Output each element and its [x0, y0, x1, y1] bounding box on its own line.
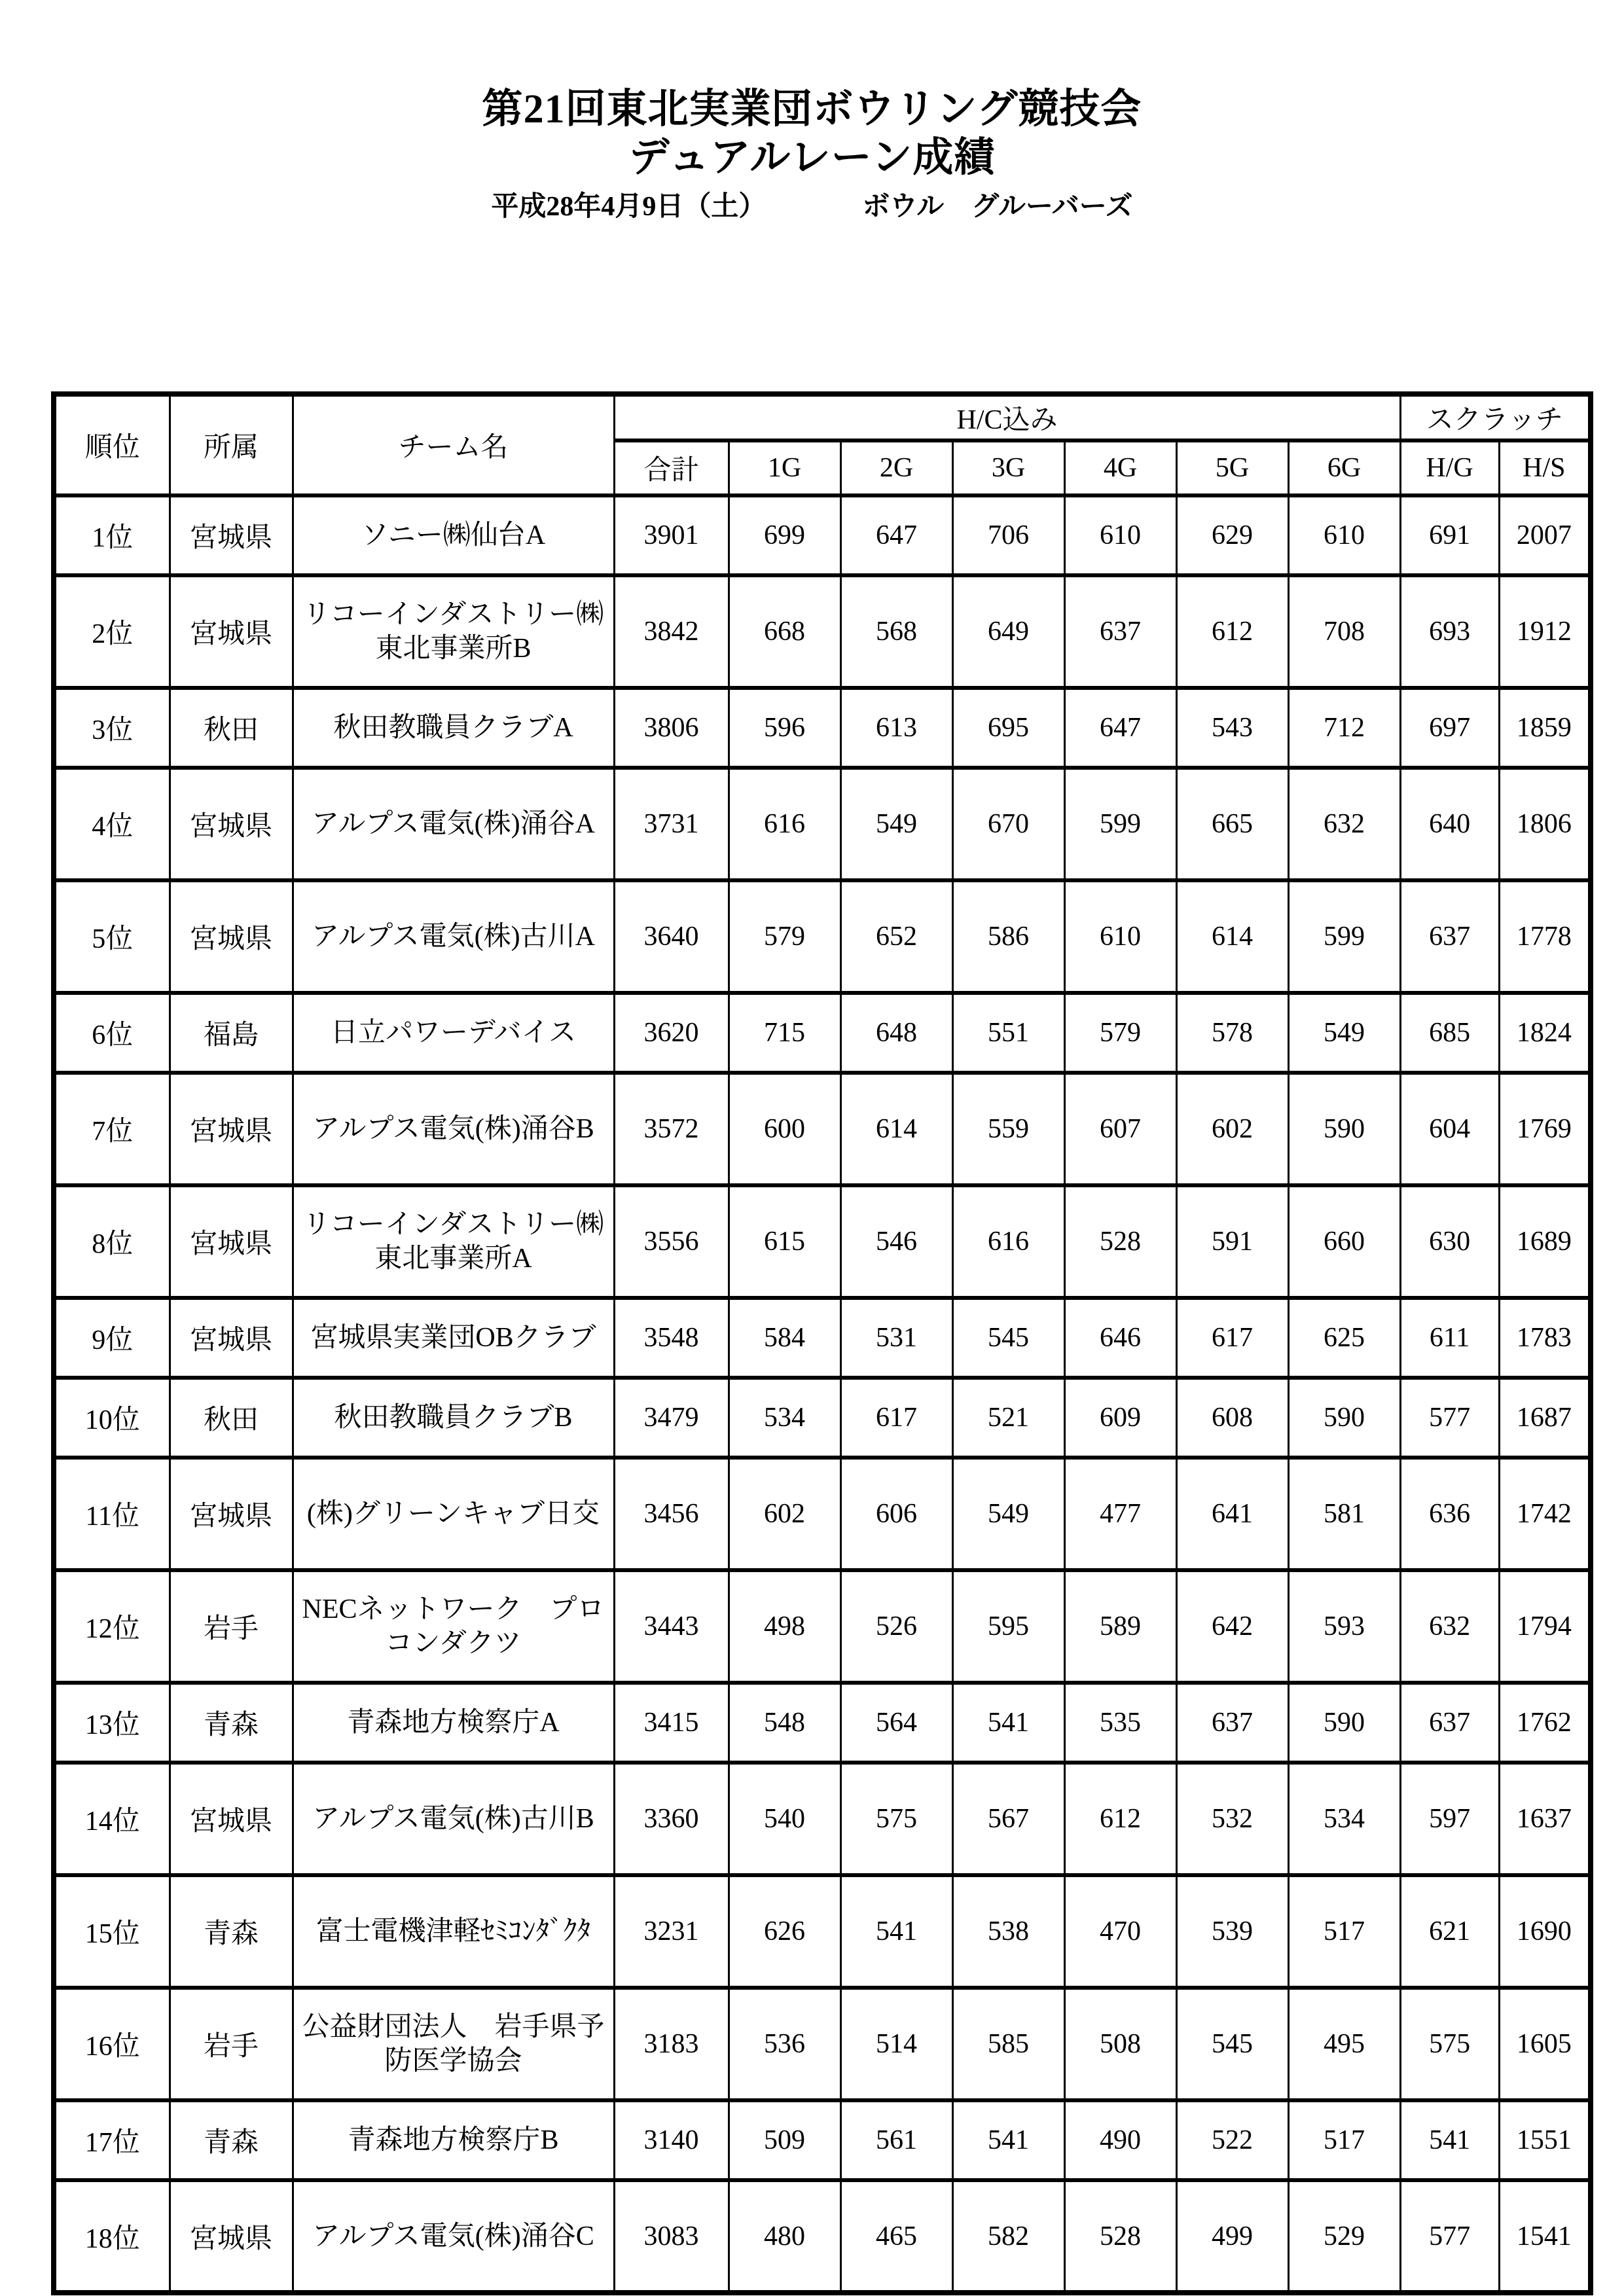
total-cell: 3415 — [614, 1683, 729, 1763]
game6-cell: 660 — [1288, 1185, 1400, 1298]
game4-cell: 470 — [1064, 1875, 1176, 1988]
rank-cell: 6位 — [54, 993, 170, 1073]
high-series-cell: 1762 — [1499, 1683, 1591, 1763]
high-game-cell: 637 — [1400, 880, 1499, 993]
team-name-cell: (株)グリーンキャブ日交 — [293, 1458, 614, 1570]
total-cell: 3140 — [614, 2100, 729, 2180]
table-row — [54, 1298, 1591, 1378]
table-row — [54, 880, 1591, 993]
game1-cell: 579 — [729, 880, 840, 993]
total-cell: 3443 — [614, 1570, 729, 1683]
results-table-body — [54, 495, 1591, 2293]
affiliation-cell: 秋田 — [170, 1378, 293, 1458]
high-game-cell: 630 — [1400, 1185, 1499, 1298]
game4-cell: 610 — [1064, 880, 1176, 993]
high-game-cell: 640 — [1400, 768, 1499, 880]
header-team-name: チーム名 — [293, 394, 614, 495]
game1-cell: 600 — [729, 1073, 840, 1185]
high-game-cell: 577 — [1400, 1378, 1499, 1458]
rank-cell: 12位 — [54, 1570, 170, 1683]
header-group-handicap: H/C込み — [614, 394, 1400, 440]
total-cell: 3548 — [614, 1298, 729, 1378]
affiliation-cell: 秋田 — [170, 688, 293, 768]
high-game-cell: 611 — [1400, 1298, 1499, 1378]
total-cell: 3360 — [614, 1763, 729, 1875]
game4-cell: 589 — [1064, 1570, 1176, 1683]
game1-cell: 616 — [729, 768, 840, 880]
total-cell: 3842 — [614, 575, 729, 688]
team-name-cell: アルプス電気(株)古川A — [293, 880, 614, 993]
game3-cell: 616 — [952, 1185, 1064, 1298]
game2-cell: 647 — [840, 495, 952, 575]
total-cell: 3456 — [614, 1458, 729, 1570]
header-total: 合計 — [614, 440, 729, 495]
game5-cell: 642 — [1176, 1570, 1288, 1683]
game6-cell: 625 — [1288, 1298, 1400, 1378]
table-row — [54, 575, 1591, 688]
event-date-venue: 平成28年4月9日（土） ボウル グルーバーズ — [491, 191, 1133, 222]
game5-cell: 499 — [1176, 2180, 1288, 2293]
table-row — [54, 495, 1591, 575]
game3-cell: 559 — [952, 1073, 1064, 1185]
game1-cell: 509 — [729, 2100, 840, 2180]
game2-cell: 564 — [840, 1683, 952, 1763]
affiliation-cell: 青森 — [170, 1683, 293, 1763]
game2-cell: 546 — [840, 1185, 952, 1298]
high-series-cell: 1912 — [1499, 575, 1591, 688]
game4-cell: 490 — [1064, 2100, 1176, 2180]
game2-cell: 613 — [840, 688, 952, 768]
table-row — [54, 1875, 1591, 1988]
game5-cell: 637 — [1176, 1683, 1288, 1763]
game2-cell: 526 — [840, 1570, 952, 1683]
game2-cell: 575 — [840, 1763, 952, 1875]
game5-cell: 641 — [1176, 1458, 1288, 1570]
total-cell: 3806 — [614, 688, 729, 768]
game4-cell: 607 — [1064, 1073, 1176, 1185]
total-cell: 3183 — [614, 1988, 729, 2100]
game2-cell: 531 — [840, 1298, 952, 1378]
game6-cell: 517 — [1288, 2100, 1400, 2180]
game5-cell: 612 — [1176, 575, 1288, 688]
game2-cell: 606 — [840, 1458, 952, 1570]
game3-cell: 695 — [952, 688, 1064, 768]
table-row — [54, 1988, 1591, 2100]
game6-cell: 495 — [1288, 1988, 1400, 2100]
high-series-cell: 1806 — [1499, 768, 1591, 880]
header-high-series: H/S — [1499, 440, 1591, 495]
affiliation-cell: 宮城県 — [170, 1458, 293, 1570]
affiliation-cell: 宮城県 — [170, 1298, 293, 1378]
game5-cell: 522 — [1176, 2100, 1288, 2180]
game3-cell: 595 — [952, 1570, 1064, 1683]
table-row — [54, 993, 1591, 1073]
game4-cell: 599 — [1064, 768, 1176, 880]
game6-cell: 610 — [1288, 495, 1400, 575]
high-game-cell: 637 — [1400, 1683, 1499, 1763]
high-game-cell: 541 — [1400, 2100, 1499, 2180]
team-name-cell: 宮城県実業団OBクラブ — [293, 1298, 614, 1378]
high-series-cell: 1690 — [1499, 1875, 1591, 1988]
game4-cell: 528 — [1064, 2180, 1176, 2293]
header-high-game: H/G — [1400, 440, 1499, 495]
game1-cell: 480 — [729, 2180, 840, 2293]
total-cell: 3231 — [614, 1875, 729, 1988]
high-series-cell: 1742 — [1499, 1458, 1591, 1570]
high-series-cell: 1689 — [1499, 1185, 1591, 1298]
game6-cell: 590 — [1288, 1073, 1400, 1185]
high-series-cell: 1778 — [1499, 880, 1591, 993]
header-affiliation: 所属 — [170, 394, 293, 495]
affiliation-cell: 宮城県 — [170, 880, 293, 993]
team-name-cell: 秋田教職員クラブB — [293, 1378, 614, 1458]
team-name-cell: アルプス電気(株)涌谷C — [293, 2180, 614, 2293]
game5-cell: 543 — [1176, 688, 1288, 768]
header-game6: 6G — [1288, 440, 1400, 495]
affiliation-cell: 宮城県 — [170, 1185, 293, 1298]
header-group-scratch: スクラッチ — [1400, 394, 1591, 440]
affiliation-cell: 福島 — [170, 993, 293, 1073]
game1-cell: 534 — [729, 1378, 840, 1458]
game5-cell: 629 — [1176, 495, 1288, 575]
game6-cell: 593 — [1288, 1570, 1400, 1683]
header-group-row — [54, 394, 1591, 440]
total-cell: 3620 — [614, 993, 729, 1073]
affiliation-cell: 宮城県 — [170, 495, 293, 575]
affiliation-cell: 宮城県 — [170, 1763, 293, 1875]
game2-cell: 617 — [840, 1378, 952, 1458]
game1-cell: 548 — [729, 1683, 840, 1763]
total-cell: 3572 — [614, 1073, 729, 1185]
high-game-cell: 693 — [1400, 575, 1499, 688]
game2-cell: 549 — [840, 768, 952, 880]
game2-cell: 648 — [840, 993, 952, 1073]
game1-cell: 615 — [729, 1185, 840, 1298]
high-series-cell: 1541 — [1499, 2180, 1591, 2293]
table-row — [54, 1378, 1591, 1458]
table-row — [54, 1570, 1591, 1683]
affiliation-cell: 宮城県 — [170, 1073, 293, 1185]
game3-cell: 670 — [952, 768, 1064, 880]
game5-cell: 545 — [1176, 1988, 1288, 2100]
game6-cell: 599 — [1288, 880, 1400, 993]
game2-cell: 514 — [840, 1988, 952, 2100]
game1-cell: 540 — [729, 1763, 840, 1875]
affiliation-cell: 青森 — [170, 2100, 293, 2180]
team-name-cell: アルプス電気(株)涌谷A — [293, 768, 614, 880]
game4-cell: 637 — [1064, 575, 1176, 688]
game6-cell: 581 — [1288, 1458, 1400, 1570]
team-name-cell: アルプス電気(株)涌谷B — [293, 1073, 614, 1185]
game5-cell: 591 — [1176, 1185, 1288, 1298]
game4-cell: 508 — [1064, 1988, 1176, 2100]
rank-cell: 2位 — [54, 575, 170, 688]
high-game-cell: 597 — [1400, 1763, 1499, 1875]
team-name-cell: 青森地方検察庁B — [293, 2100, 614, 2180]
table-row — [54, 1683, 1591, 1763]
rank-cell: 7位 — [54, 1073, 170, 1185]
team-name-cell: リコーインダストリー㈱東北事業所A — [293, 1185, 614, 1298]
game3-cell: 549 — [952, 1458, 1064, 1570]
header-game1: 1G — [729, 440, 840, 495]
affiliation-cell: 宮城県 — [170, 2180, 293, 2293]
game4-cell: 528 — [1064, 1185, 1176, 1298]
game1-cell: 602 — [729, 1458, 840, 1570]
table-row — [54, 1073, 1591, 1185]
total-cell: 3731 — [614, 768, 729, 880]
game3-cell: 541 — [952, 2100, 1064, 2180]
game5-cell: 578 — [1176, 993, 1288, 1073]
affiliation-cell: 青森 — [170, 1875, 293, 1988]
game4-cell: 612 — [1064, 1763, 1176, 1875]
affiliation-cell: 宮城県 — [170, 768, 293, 880]
game2-cell: 541 — [840, 1875, 952, 1988]
total-cell: 3083 — [614, 2180, 729, 2293]
team-name-cell: ソニー㈱仙台A — [293, 495, 614, 575]
table-row — [54, 1763, 1591, 1875]
table-row — [54, 688, 1591, 768]
game1-cell: 584 — [729, 1298, 840, 1378]
team-name-cell: 富士電機津軽ｾﾐｺﾝﾀﾞｸﾀ — [293, 1875, 614, 1988]
rank-cell: 16位 — [54, 1988, 170, 2100]
game4-cell: 647 — [1064, 688, 1176, 768]
game3-cell: 585 — [952, 1988, 1064, 2100]
table-row — [54, 1458, 1591, 1570]
game4-cell: 609 — [1064, 1378, 1176, 1458]
rank-cell: 9位 — [54, 1298, 170, 1378]
game6-cell: 590 — [1288, 1683, 1400, 1763]
high-game-cell: 691 — [1400, 495, 1499, 575]
rank-cell: 1位 — [54, 495, 170, 575]
game4-cell: 610 — [1064, 495, 1176, 575]
game1-cell: 626 — [729, 1875, 840, 1988]
header-game3: 3G — [952, 440, 1064, 495]
rank-cell: 5位 — [54, 880, 170, 993]
high-game-cell: 685 — [1400, 993, 1499, 1073]
high-series-cell: 1605 — [1499, 1988, 1591, 2100]
high-game-cell: 604 — [1400, 1073, 1499, 1185]
total-cell: 3640 — [614, 880, 729, 993]
rank-cell: 10位 — [54, 1378, 170, 1458]
game6-cell: 529 — [1288, 2180, 1400, 2293]
rank-cell: 18位 — [54, 2180, 170, 2293]
table-row — [54, 1185, 1591, 1298]
high-game-cell: 577 — [1400, 2180, 1499, 2293]
team-name-cell: アルプス電気(株)古川B — [293, 1763, 614, 1875]
game4-cell: 646 — [1064, 1298, 1176, 1378]
game5-cell: 665 — [1176, 768, 1288, 880]
game2-cell: 465 — [840, 2180, 952, 2293]
game3-cell: 541 — [952, 1683, 1064, 1763]
high-series-cell: 1769 — [1499, 1073, 1591, 1185]
game1-cell: 715 — [729, 993, 840, 1073]
high-series-cell: 1551 — [1499, 2100, 1591, 2180]
game5-cell: 614 — [1176, 880, 1288, 993]
game1-cell: 699 — [729, 495, 840, 575]
game4-cell: 535 — [1064, 1683, 1176, 1763]
game6-cell: 708 — [1288, 575, 1400, 688]
team-name-cell: 秋田教職員クラブA — [293, 688, 614, 768]
game3-cell: 567 — [952, 1763, 1064, 1875]
game2-cell: 614 — [840, 1073, 952, 1185]
affiliation-cell: 宮城県 — [170, 575, 293, 688]
rank-cell: 17位 — [54, 2100, 170, 2180]
game3-cell: 538 — [952, 1875, 1064, 1988]
results-table — [51, 391, 1593, 2295]
rank-cell: 3位 — [54, 688, 170, 768]
total-cell: 3901 — [614, 495, 729, 575]
page-title-line1: 第21回東北実業団ボウリング競技会 — [482, 87, 1142, 132]
game3-cell: 545 — [952, 1298, 1064, 1378]
team-name-cell: 公益財団法人 岩手県予防医学協会 — [293, 1988, 614, 2100]
high-game-cell: 636 — [1400, 1458, 1499, 1570]
rank-cell: 4位 — [54, 768, 170, 880]
team-name-cell: NECネットワーク プロコンダクツ — [293, 1570, 614, 1683]
table-row — [54, 768, 1591, 880]
high-game-cell: 697 — [1400, 688, 1499, 768]
title-block — [0, 85, 1624, 224]
page-title-line2: デュアルレーン成績 — [628, 135, 996, 181]
game3-cell: 586 — [952, 880, 1064, 993]
game2-cell: 561 — [840, 2100, 952, 2180]
team-name-cell: 日立パワーデバイス — [293, 993, 614, 1073]
game6-cell: 632 — [1288, 768, 1400, 880]
high-game-cell: 575 — [1400, 1988, 1499, 2100]
header-game4: 4G — [1064, 440, 1176, 495]
rank-cell: 13位 — [54, 1683, 170, 1763]
high-series-cell: 1859 — [1499, 688, 1591, 768]
game5-cell: 539 — [1176, 1875, 1288, 1988]
affiliation-cell: 岩手 — [170, 1988, 293, 2100]
game6-cell: 590 — [1288, 1378, 1400, 1458]
header-game2: 2G — [840, 440, 952, 495]
game3-cell: 551 — [952, 993, 1064, 1073]
game5-cell: 608 — [1176, 1378, 1288, 1458]
game1-cell: 596 — [729, 688, 840, 768]
game6-cell: 712 — [1288, 688, 1400, 768]
rank-cell: 14位 — [54, 1763, 170, 1875]
game5-cell: 532 — [1176, 1763, 1288, 1875]
header-game5: 5G — [1176, 440, 1288, 495]
high-series-cell: 1783 — [1499, 1298, 1591, 1378]
game6-cell: 534 — [1288, 1763, 1400, 1875]
high-series-cell: 1637 — [1499, 1763, 1591, 1875]
game3-cell: 582 — [952, 2180, 1064, 2293]
team-name-cell: リコーインダストリー㈱東北事業所B — [293, 575, 614, 688]
table-row — [54, 2100, 1591, 2180]
affiliation-cell: 岩手 — [170, 1570, 293, 1683]
high-series-cell: 2007 — [1499, 495, 1591, 575]
game3-cell: 706 — [952, 495, 1064, 575]
game1-cell: 536 — [729, 1988, 840, 2100]
high-game-cell: 632 — [1400, 1570, 1499, 1683]
rank-cell: 15位 — [54, 1875, 170, 1988]
game6-cell: 549 — [1288, 993, 1400, 1073]
high-series-cell: 1794 — [1499, 1570, 1591, 1683]
game5-cell: 602 — [1176, 1073, 1288, 1185]
game4-cell: 579 — [1064, 993, 1176, 1073]
high-series-cell: 1824 — [1499, 993, 1591, 1073]
game1-cell: 498 — [729, 1570, 840, 1683]
rank-cell: 11位 — [54, 1458, 170, 1570]
high-series-cell: 1687 — [1499, 1378, 1591, 1458]
game6-cell: 517 — [1288, 1875, 1400, 1988]
rank-cell: 8位 — [54, 1185, 170, 1298]
total-cell: 3556 — [614, 1185, 729, 1298]
total-cell: 3479 — [614, 1378, 729, 1458]
game1-cell: 668 — [729, 575, 840, 688]
game3-cell: 521 — [952, 1378, 1064, 1458]
game4-cell: 477 — [1064, 1458, 1176, 1570]
header-rank: 順位 — [54, 394, 170, 495]
game5-cell: 617 — [1176, 1298, 1288, 1378]
game3-cell: 649 — [952, 575, 1064, 688]
game2-cell: 568 — [840, 575, 952, 688]
table-row — [54, 2180, 1591, 2293]
high-game-cell: 621 — [1400, 1875, 1499, 1988]
game2-cell: 652 — [840, 880, 952, 993]
team-name-cell: 青森地方検察庁A — [293, 1683, 614, 1763]
results-table-header — [54, 394, 1591, 495]
